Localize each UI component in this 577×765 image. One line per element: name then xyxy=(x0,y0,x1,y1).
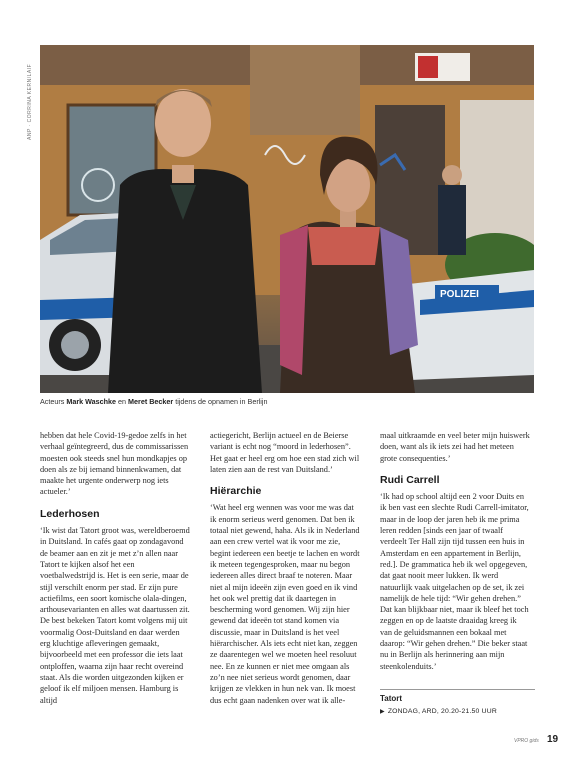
paragraph: maal uitkraamde en veel beter mijn huiswerk doen, want als ik iets zei had het meteen grote consequenties.’ xyxy=(380,431,530,463)
magazine-logo: VPRO gids xyxy=(514,738,539,744)
subheading-lederhosen: Lederhosen xyxy=(40,507,100,520)
article-column-3 xyxy=(380,430,530,672)
broadcast-info-box xyxy=(380,689,535,715)
hero-photo xyxy=(40,45,534,393)
photo-illustration xyxy=(40,45,534,393)
subheading-rudi-carrell: Rudi Carrell xyxy=(380,473,440,486)
article-column-2 xyxy=(210,430,360,706)
paragraph: ‘Ik had op school altijd een 2 voor Duits en ik ben vast een slechte Rudi Carrell-imitator, maar in de loop der jaren heb ik me prima leren redden [sinds een jaar of twaalf verdeelt Ter Hall zijn tijd tussen een huis in Amsterdam en een appartement in Berlijn, red.]. De grammatica heb ik wel opgegeven, dat gaat nooit meer lukken. Ik werd natuurlijk vaak uitgelachen op de set, ik zei namelijk de hele tijd: “Wir gehen drehen.” Dat kan blijkbaar niet, maar ik bleef het toch zeggen en op de laatste draaidag kreeg ik van de geluidsmannen een bokaal met daarop: “Wir gehen drehen.” Die beker staat nu in Berlijn als herinnering aan mijn steenkolenduits.’ xyxy=(380,492,529,671)
police-sign: POLIZEI xyxy=(440,289,479,300)
play-arrow-icon: ▶ xyxy=(380,709,385,715)
paragraph: hebben dat hele Covid-19-gedoe zelfs in het verhaal geïntegreerd, dus de commissarissen moesten ook steeds snel hun mondkapjes op doen als ze bij iemand binnenkwamen, dat maakte het urgente onderwerp nog iets actueler.’ xyxy=(40,431,189,497)
broadcast-time xyxy=(380,708,535,715)
broadcast-time-text: ZONDAG, ARD, 20.20-21.50 UUR xyxy=(387,708,497,715)
caption-prefix: Acteurs xyxy=(40,397,67,406)
caption-actor2: Meret Becker xyxy=(128,397,174,406)
paragraph: actiegericht, Berlijn actueel en de Beierse variant is echt nog “moord in lederhosen”. Het gaat er heel erg om hoe een stad zich wil laten zien aan de rest van Duitsland.’ xyxy=(210,431,360,474)
subheading-hierarchie: Hiërarchie xyxy=(210,485,262,498)
photo-credit: ANP · CORRINA KERN/LAIF xyxy=(27,63,33,140)
caption-suffix: tijdens de opnamen in Berlijn xyxy=(173,397,268,406)
page-number: 19 xyxy=(547,734,559,745)
caption-actor1: Mark Waschke xyxy=(66,397,117,406)
show-title: Tatort xyxy=(380,689,535,703)
article-column-1 xyxy=(40,430,190,706)
paragraph: ‘Ik wist dat Tatort groot was, wereldberoemd in Duitsland. In cafés gaat op zondagavond de beamer aan en zit je met z’n allen naar Tatort te kijken alsof het een voetbalwedstrijd is. Het is een serie, maar de stijl verschilt enorm per stad. Er zijn pure actiefilms, een soort komische olala-dingen, arthousevarianten en alles wat daartussen zit. De best bekeken Tatort komt volgens mij uit voormalig Oost-Duitsland en daar werden erg kluchtige afleveringen gemaakt, bijvoorbeeld met een professor die iets laat ontploffen, waarna zijn haar recht overeind staat. Als die worden uitgezonden kijken er geloof ik elf miljoen mensen. Hamburg is altijd xyxy=(40,526,190,705)
caption-mid: en xyxy=(116,397,129,406)
photo-caption xyxy=(40,397,534,406)
paragraph: ‘Wat heel erg wennen was voor me was dat ik enorm serieus werd genomen. Dat ben ik totaal niet gewend, haha. Als ik in Nederland aan een crew vertel wat ik voor me zie, begint iedereen een beetje te lachen en wordt ik meteen tegengesproken, maar nu begon iedereen alles direct braaf te noteren. Maar niet al mijn ideeën zijn even goed en ik vind het ook wel prettig dat ik daartegen in bescherming word genomen. Wij zijn hier gewend dat ideeën tot stand komen via discussie, maar in Duitsland is het veel hiërarchischer. Als iets echt niet kan, zeggen ze daarentegen wel we moeten heel resoluut nee. En ze kunnen er niet mee omgaan als zo’n nee niet serieus wordt genomen, daar krijgen ze vlekken in hun nek van. Ik moest dus echt gaan nadenken over wat ik alle- xyxy=(210,503,360,705)
